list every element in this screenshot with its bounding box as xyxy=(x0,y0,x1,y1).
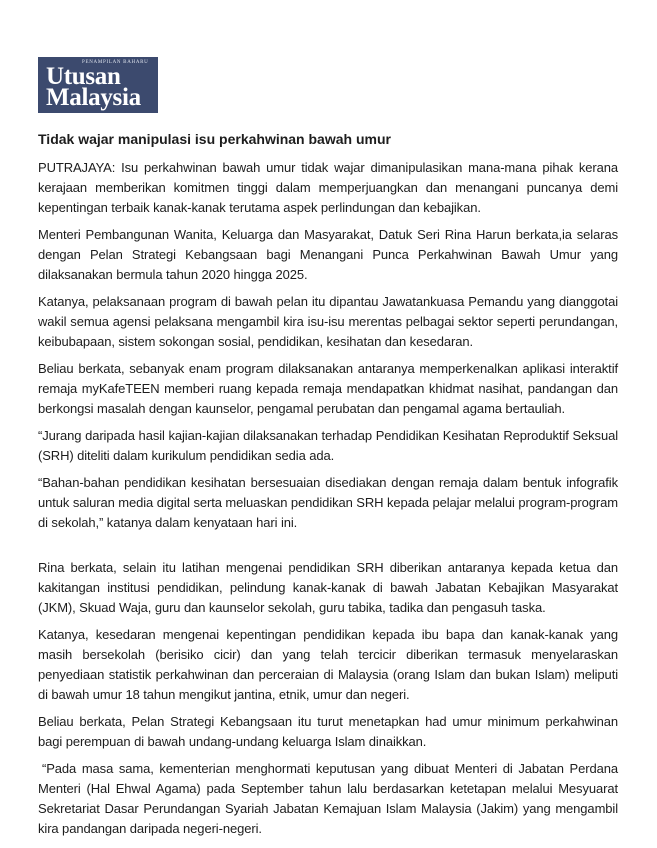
article-paragraph: “Pada masa sama, kementerian menghormati keputusan yang dibuat Menteri di Jabatan Perdana Menteri (Hal Ehwal Agama) pada September tahun lalu berdasarkan ketetapan melalui Mesyuarat Sekretariat Dasar Perundangan Syariah Jabatan Kemajuan Islam Malaysia (Jakim) yang mengambil kira pandangan daripada negeri-negeri. xyxy=(38,761,618,836)
masthead-tagline: PENAMPILAN BAHARU xyxy=(82,60,149,65)
article-paragraph: “Bahan-bahan pendidikan kesihatan bersesuaian disediakan dengan remaja dalam bentuk infografik untuk saluran media digital serta meluaskan pendidikan SRH kepada pelajar melalui program-program di sekolah,” katanya dalam kenyataan hari ini. xyxy=(38,475,618,530)
article-paragraph: “Jurang daripada hasil kajian-kajian dilaksanakan terhadap Pendidikan Kesihatan Reproduktif Seksual (SRH) diteliti dalam kurikulum pendidikan sedia ada. xyxy=(38,428,618,463)
article-body xyxy=(38,158,618,839)
article-paragraph: Menteri Pembangunan Wanita, Keluarga dan Masyarakat, Datuk Seri Rina Harun berkata,ia selaras dengan Pelan Strategi Kebangsaan bagi Menangani Punca Perkahwinan Bawah Umur yang dilaksanakan bermula tahun 2020 hingga 2025. xyxy=(38,227,618,282)
article-paragraph: Katanya, pelaksanaan program di bawah pelan itu dipantau Jawatankuasa Pemandu yang dianggotai wakil semua agensi pelaksana mengambil kira isu-isu merentas pelbagai sektor seperti perundangan, keibubapaan, sistem sokongan sosial, pendidikan, kesihatan dan kesedaran. xyxy=(38,294,618,349)
article-paragraph: PUTRAJAYA: Isu perkahwinan bawah umur tidak wajar dimanipulasikan mana-mana pihak kerana kerajaan memberikan komitmen tinggi dalam memperjuangkan dan menangani puncanya demi kepentingan terbaik kanak-kanak terutama aspek perlindungan dan kebajikan. xyxy=(38,160,618,215)
article-headline: Tidak wajar manipulasi isu perkahwinan bawah umur xyxy=(38,131,391,147)
masthead-title-line2: Malaysia xyxy=(46,84,141,111)
masthead-title-line1: Utusan xyxy=(46,63,121,90)
article-paragraph: Beliau berkata, Pelan Strategi Kebangsaan itu turut menetapkan had umur minimum perkahwinan bagi perempuan di bawah undang-undang keluarga Islam dinaikkan. xyxy=(38,714,618,749)
utusan-malaysia-logo xyxy=(38,57,158,113)
article-paragraph: Rina berkata, selain itu latihan mengenai pendidikan SRH diberikan antaranya kepada ketua dan kakitangan institusi pendidikan, pelindung kanak-kanak di bawah Jabatan Kebajikan Masyarakat (JKM), Skuad Waja, guru dan kaunselor sekolah, guru tabika, tadika dan pengasuh taska. xyxy=(38,560,618,615)
article-paragraph: Katanya, kesedaran mengenai kepentingan pendidikan kepada ibu bapa dan kanak-kanak yang masih bersekolah (berisiko cicir) dan yang telah tercicir diberikan termasuk menyelaraskan penyediaan statistik perkahwinan dan perceraian di Malaysia (orang Islam dan bukan Islam) meliputi di bawah umur 18 tahun mengikut jantina, etnik, umur dan negeri. xyxy=(38,627,618,702)
article-paragraph: Beliau berkata, sebanyak enam program dilaksanakan antaranya memperkenalkan aplikasi interaktif remaja myKafeTEEN memberi ruang kepada remaja mendapatkan khidmat nasihat, pandangan dan berkongsi masalah dengan kaunselor, pengamal perubatan dan pengamal agama bertauliah. xyxy=(38,361,618,416)
